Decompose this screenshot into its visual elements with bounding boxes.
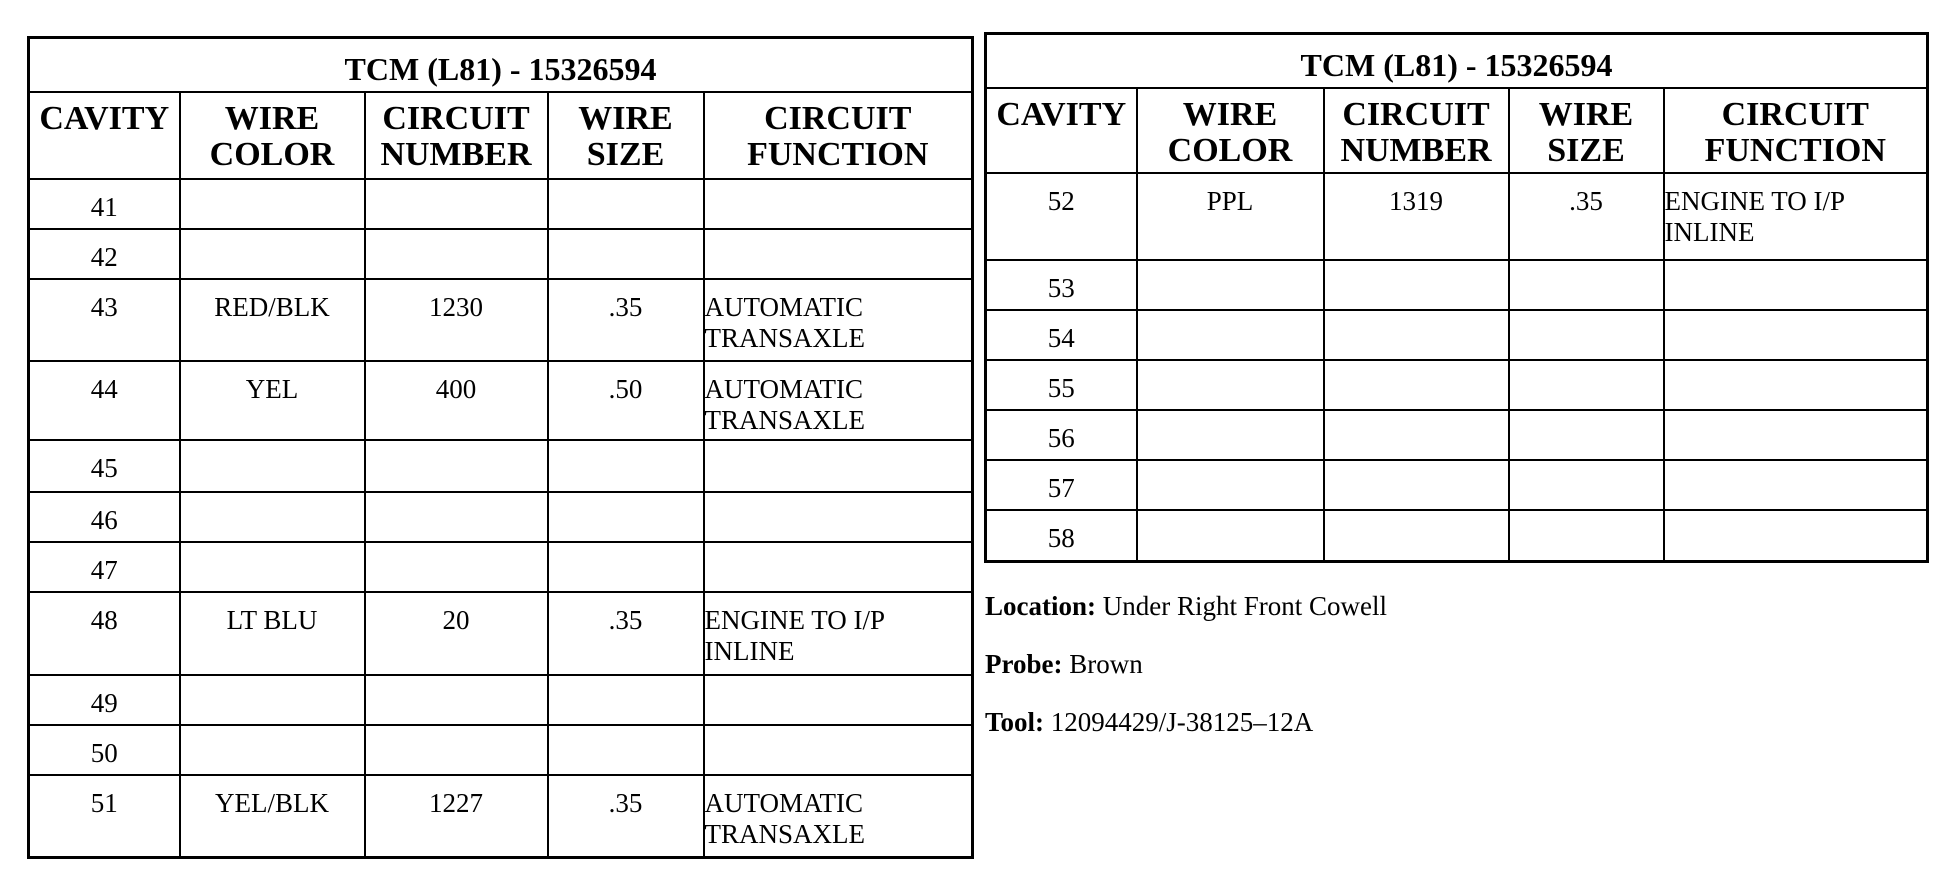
table-row	[29, 592, 973, 675]
circuit-function-cell	[704, 179, 973, 229]
wire-size-header: WIRE SIZE	[1509, 88, 1664, 173]
circuit-function-cell	[704, 542, 973, 592]
circuit-function-cell	[704, 492, 973, 542]
cavity-cell: 57	[986, 460, 1137, 510]
location-line	[985, 590, 1387, 622]
circuit-number-cell	[365, 675, 548, 725]
wire-size-cell	[548, 492, 704, 542]
circuit-function-cell	[704, 675, 973, 725]
circuit-function-cell: AUTOMATIC TRANSAXLE	[704, 361, 973, 440]
wire-color-cell	[180, 542, 365, 592]
circuit-function-header: CIRCUIT FUNCTION	[1664, 88, 1928, 173]
cavity-cell: 41	[29, 179, 180, 229]
wire-color-cell: LT BLU	[180, 592, 365, 675]
circuit-number-cell	[1324, 260, 1509, 310]
tool-value: 12094429/J-38125–12A	[1050, 707, 1314, 737]
wire-color-cell	[1137, 460, 1324, 510]
wire-color-cell	[180, 179, 365, 229]
wire-size-cell	[548, 542, 704, 592]
wire-color-cell: RED/BLK	[180, 279, 365, 361]
cavity-cell: 55	[986, 360, 1137, 410]
wire-color-cell	[1137, 510, 1324, 562]
table-row	[986, 410, 1928, 460]
circuit-function-cell: AUTOMATIC TRANSAXLE	[704, 279, 973, 361]
circuit-number-cell	[365, 725, 548, 775]
circuit-number-cell: 1227	[365, 775, 548, 858]
cavity-cell: 50	[29, 725, 180, 775]
circuit-number-cell: 400	[365, 361, 548, 440]
cavity-cell: 56	[986, 410, 1137, 460]
cavity-cell: 46	[29, 492, 180, 542]
cavity-cell: 52	[986, 173, 1137, 260]
cavity-cell: 58	[986, 510, 1137, 562]
wire-color-cell	[1137, 360, 1324, 410]
circuit-function-cell	[1664, 360, 1928, 410]
cavity-cell: 48	[29, 592, 180, 675]
circuit-number-cell: 1319	[1324, 173, 1509, 260]
wire-size-cell	[1509, 360, 1664, 410]
tool-line	[985, 706, 1313, 738]
circuit-function-cell	[1664, 410, 1928, 460]
wire-size-cell: .35	[548, 279, 704, 361]
wire-size-cell	[1509, 510, 1664, 562]
table-row	[29, 279, 973, 361]
tool-label: Tool:	[985, 707, 1045, 737]
cavity-cell: 42	[29, 229, 180, 279]
table-row	[29, 440, 973, 492]
wire-color-header: WIRE COLOR	[1137, 88, 1324, 173]
table-row	[986, 460, 1928, 510]
wire-color-cell	[180, 440, 365, 492]
circuit-function-cell: AUTOMATIC TRANSAXLE	[704, 775, 973, 858]
circuit-function-cell	[1664, 260, 1928, 310]
table-row	[986, 260, 1928, 310]
probe-label: Probe:	[985, 649, 1063, 679]
circuit-number-header: CIRCUIT NUMBER	[1324, 88, 1509, 173]
circuit-number-cell	[1324, 310, 1509, 360]
wire-size-cell	[548, 179, 704, 229]
cavity-cell: 47	[29, 542, 180, 592]
circuit-number-cell	[1324, 360, 1509, 410]
wire-size-cell: .35	[548, 592, 704, 675]
wire-color-cell	[180, 229, 365, 279]
circuit-function-cell: ENGINE TO I/P INLINE	[1664, 173, 1928, 260]
probe-value: Brown	[1069, 649, 1143, 679]
cavity-cell: 51	[29, 775, 180, 858]
wire-color-cell	[1137, 310, 1324, 360]
circuit-number-cell	[365, 229, 548, 279]
circuit-function-cell	[1664, 510, 1928, 562]
wire-size-cell	[1509, 310, 1664, 360]
cavity-cell: 45	[29, 440, 180, 492]
wire-size-cell: .50	[548, 361, 704, 440]
table-row	[29, 675, 973, 725]
wire-color-cell: YEL	[180, 361, 365, 440]
table-row	[986, 510, 1928, 562]
cavity-cell: 54	[986, 310, 1137, 360]
wire-color-cell	[1137, 410, 1324, 460]
location-label: Location:	[985, 591, 1096, 621]
wire-color-cell	[180, 492, 365, 542]
wire-size-cell	[1509, 410, 1664, 460]
cavity-cell: 49	[29, 675, 180, 725]
wire-size-cell	[548, 725, 704, 775]
wire-size-cell: .35	[1509, 173, 1664, 260]
table-row	[29, 229, 973, 279]
wire-color-header: WIRE COLOR	[180, 92, 365, 179]
table-row	[29, 725, 973, 775]
circuit-number-cell	[365, 440, 548, 492]
location-value: Under Right Front Cowell	[1102, 591, 1387, 621]
circuit-function-cell	[1664, 460, 1928, 510]
table-row	[986, 173, 1928, 260]
circuit-function-cell	[704, 725, 973, 775]
cavity-cell: 44	[29, 361, 180, 440]
wire-size-cell: .35	[548, 775, 704, 858]
wire-size-cell	[1509, 460, 1664, 510]
wire-color-cell: PPL	[1137, 173, 1324, 260]
circuit-function-cell: ENGINE TO I/P INLINE	[704, 592, 973, 675]
table-row	[29, 361, 973, 440]
table-title: TCM (L81) - 15326594	[986, 34, 1928, 88]
wire-color-cell	[1137, 260, 1324, 310]
circuit-function-cell	[704, 229, 973, 279]
circuit-function-cell	[704, 440, 973, 492]
wire-size-header: WIRE SIZE	[548, 92, 704, 179]
cavity-cell: 43	[29, 279, 180, 361]
table-row	[986, 360, 1928, 410]
cavity-header: CAVITY	[986, 88, 1137, 173]
table-row	[29, 179, 973, 229]
wire-size-cell	[548, 229, 704, 279]
circuit-number-cell	[365, 542, 548, 592]
wire-size-cell	[548, 675, 704, 725]
wire-size-cell	[548, 440, 704, 492]
circuit-function-cell	[1664, 310, 1928, 360]
header-row	[986, 88, 1928, 173]
circuit-number-cell	[365, 179, 548, 229]
circuit-number-cell: 1230	[365, 279, 548, 361]
circuit-function-header: CIRCUIT FUNCTION	[704, 92, 973, 179]
probe-line	[985, 648, 1143, 680]
table-row	[29, 542, 973, 592]
header-row	[29, 92, 973, 179]
wire-color-cell	[180, 675, 365, 725]
table-row	[986, 310, 1928, 360]
cavity-cell: 53	[986, 260, 1137, 310]
circuit-number-header: CIRCUIT NUMBER	[365, 92, 548, 179]
circuit-number-cell	[1324, 510, 1509, 562]
circuit-number-cell	[1324, 460, 1509, 510]
wire-size-cell	[1509, 260, 1664, 310]
table-title: TCM (L81) - 15326594	[29, 38, 973, 92]
connector-table-right	[984, 32, 1929, 563]
wire-color-cell: YEL/BLK	[180, 775, 365, 858]
circuit-number-cell	[1324, 410, 1509, 460]
table-row	[29, 492, 973, 542]
cavity-header: CAVITY	[29, 92, 180, 179]
connector-table-left	[27, 36, 974, 859]
table-row	[29, 775, 973, 858]
circuit-number-cell: 20	[365, 592, 548, 675]
wire-color-cell	[180, 725, 365, 775]
circuit-number-cell	[365, 492, 548, 542]
